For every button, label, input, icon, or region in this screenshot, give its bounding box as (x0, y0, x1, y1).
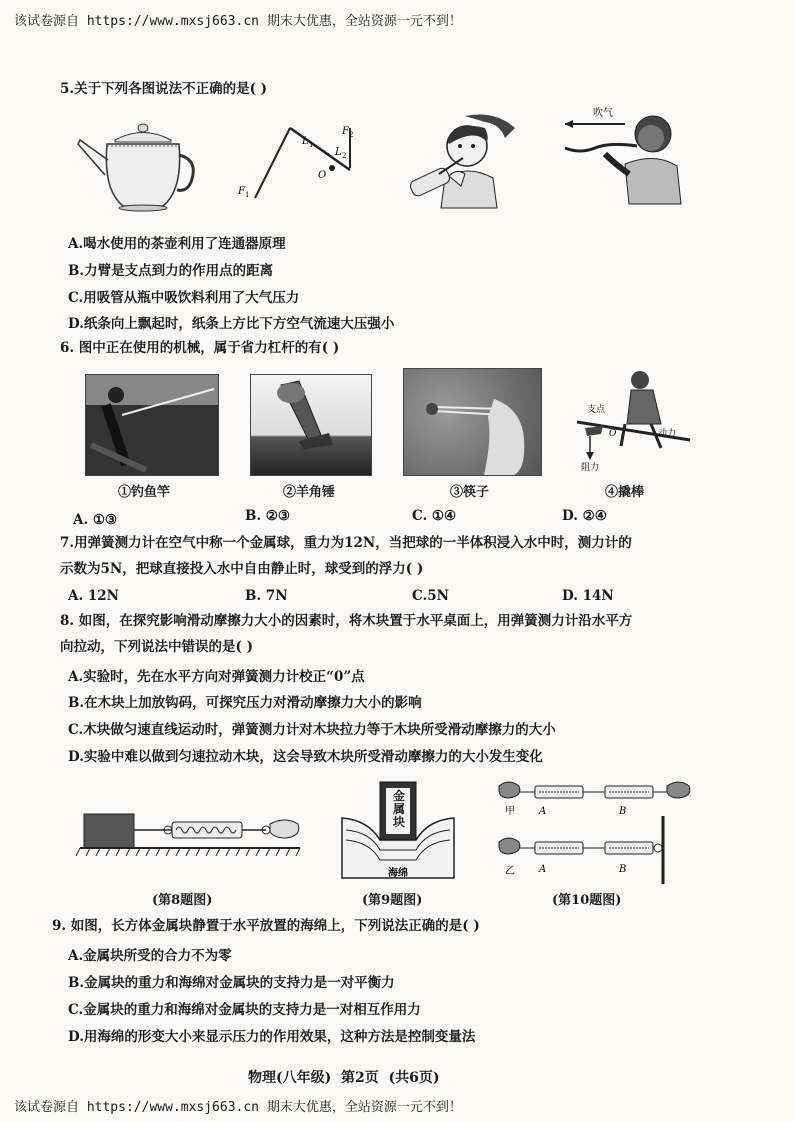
label-l1: L (302, 136, 309, 147)
q7-option-b[interactable]: B. 7N (245, 588, 288, 604)
q7-option-a[interactable]: A. 12N (68, 588, 120, 604)
q8-option-b[interactable]: B.在木块上加放钩码，可探究压力对滑动摩擦力大小的影响 (68, 695, 422, 711)
label-f1: F (238, 186, 245, 197)
q6-option-d[interactable]: D. ②④ (562, 508, 607, 524)
label-l1-sub: 1 (309, 141, 314, 149)
q6-option-c[interactable]: C. ①④ (412, 508, 457, 524)
boy-blowing-figure (555, 104, 685, 204)
q5-option-a[interactable]: A.喝水使用的茶壶利用了连通器原理 (68, 236, 286, 252)
q8-option-d[interactable]: D.实验中难以做到匀速拉动木块，这会导致木块所受滑动摩擦力的大小发生变化 (68, 749, 543, 765)
page-number: 物理(八年级) 第2页 (共6页) (248, 1070, 440, 1086)
q9-stem: 9. 如图，长方体金属块静置于水平放置的海绵上，下列说法正确的是( ) (52, 918, 480, 934)
q8-option-c[interactable]: C.木块做匀速直线运动时，弹簧测力计对木块拉力等于木块所受滑动摩擦力的大小 (68, 722, 556, 738)
q6-option-a[interactable]: A. ①③ (73, 512, 118, 528)
chopsticks-photo (403, 368, 542, 476)
label-o: O (318, 170, 327, 181)
label-jia: 甲 (505, 806, 515, 817)
resistance-label: 阻力 (581, 463, 600, 473)
girl-straw-figure (405, 108, 525, 208)
q10-figure (495, 776, 695, 886)
caption-crowbar: ④撬棒 (605, 485, 645, 500)
label-f1-sub: 1 (245, 191, 250, 199)
q7-option-d[interactable]: D. 14N (562, 588, 614, 604)
q5-option-d[interactable]: D.纸条向上飘起时，纸条上方比下方空气流速大压强小 (68, 316, 395, 332)
lever-arm-figure (230, 118, 370, 208)
q9-option-a[interactable]: A.金属块所受的合力不为零 (68, 948, 232, 964)
teapot-figure (75, 120, 200, 215)
q8-stem-line2: 向拉动，下列说法中错误的是( ) (60, 639, 253, 655)
label-l2: L (335, 147, 342, 158)
q8-stem-line1: 8. 如图，在探究影响滑动摩擦力大小的因素时，将木块置于水平桌面上，用弹簧测力计沿水平方 (60, 613, 633, 629)
label-b-jia: B (619, 806, 627, 817)
q7-option-c[interactable]: C.5N (412, 588, 449, 604)
label-b-yi: B (619, 864, 627, 875)
crowbar-figure (565, 366, 705, 476)
label-a-jia: A (539, 806, 547, 817)
q9-option-d[interactable]: D.用海绵的形变大小来显示压力的作用效果，这种方法是控制变量法 (68, 1029, 476, 1045)
effort-label: 动力 (658, 429, 677, 439)
q6-option-b[interactable]: B. ②③ (245, 508, 291, 524)
q5-stem: 5.关于下列各图说法不正确的是( ) (60, 81, 268, 97)
blow-label: 吹气 (593, 108, 613, 119)
caption-chopsticks: ③筷子 (450, 485, 490, 500)
q6-stem: 6. 图中正在使用的机械，属于省力杠杆的有( ) (60, 340, 340, 356)
caption-claw-hammer: ②羊角锤 (283, 485, 336, 500)
sponge-label: 海绵 (388, 868, 408, 879)
fulcrum-label: 支点 (587, 405, 606, 415)
footer-watermark: 该试卷源自 https://www.mxsj663.cn 期末大优惠，全站资源一元不到！ (14, 1100, 462, 1115)
label-a-yi: A (539, 864, 547, 875)
caption-q10-figure: (第10题图) (552, 893, 622, 908)
label-f2: F (342, 126, 349, 137)
caption-q8-figure: (第8题图) (152, 893, 213, 908)
block-label-vertical: 金属块 (392, 789, 405, 829)
q9-option-c[interactable]: C.金属块的重力和海绵对金属块的支持力是一对相互作用力 (68, 1002, 421, 1018)
q7-stem-line2: 示数为5N，把球直接投入水中自由静止时，球受到的浮力( ) (60, 561, 424, 577)
q5-option-b[interactable]: B.力臂是支点到力的作用点的距离 (68, 263, 274, 279)
label-f2-sub: 2 (349, 131, 354, 139)
caption-fishing-rod: ①钓鱼竿 (118, 485, 171, 500)
q9-option-b[interactable]: B.金属块的重力和海绵对金属块的支持力是一对平衡力 (68, 975, 395, 991)
fishing-rod-photo (85, 374, 219, 476)
q8-option-a[interactable]: A.实验时，先在水平方向对弹簧测力计校正“0”点 (68, 669, 365, 685)
caption-q9-figure: (第9题图) (362, 893, 423, 908)
q5-option-c[interactable]: C.用吸管从瓶中吸饮料利用了大气压力 (68, 290, 300, 306)
header-watermark: 该试卷源自 https://www.mxsj663.cn 期末大优惠，全站资源一元不到！ (14, 14, 462, 29)
label-l2-sub: 2 (342, 152, 347, 160)
crowbar-o-label: O (609, 429, 617, 439)
q7-stem-line1: 7.用弹簧测力计在空气中称一个金属球，重力为12N，当把球的一半体积浸入水中时，测力计的 (60, 535, 632, 551)
claw-hammer-photo (250, 374, 372, 476)
label-yi: 乙 (505, 866, 515, 877)
q8-figure (80, 810, 310, 860)
